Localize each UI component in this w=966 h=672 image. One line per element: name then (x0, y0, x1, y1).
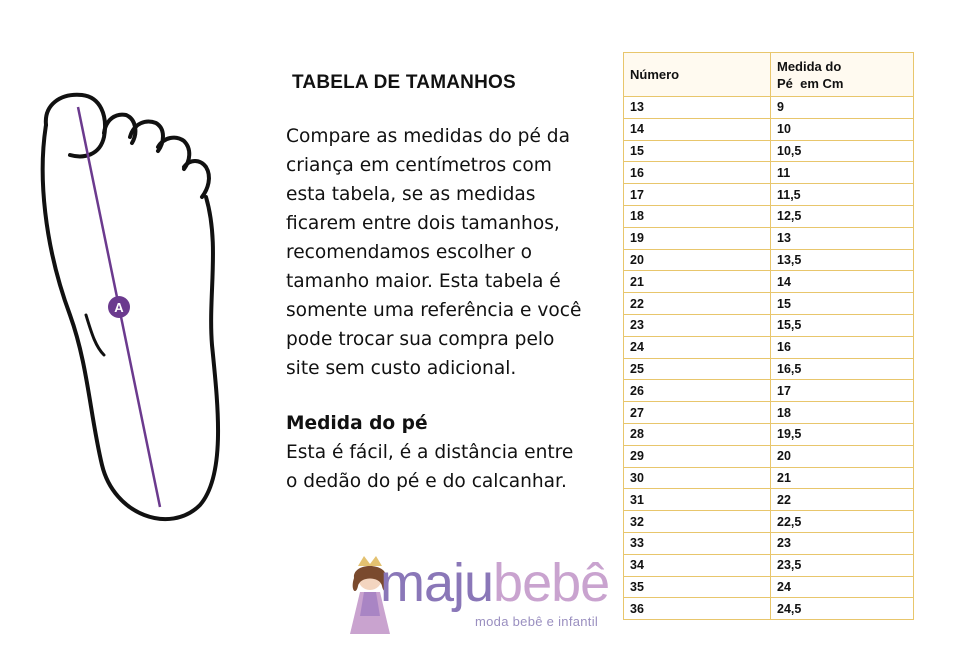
foot-length-cell: 13,5 (771, 249, 914, 271)
header-measure-line1: Medida do (777, 58, 842, 74)
foot-length-cell: 18 (771, 402, 914, 424)
brand-logo (340, 553, 620, 646)
size-number-cell: 14 (624, 118, 771, 140)
table-row (624, 423, 914, 445)
foot-length-cell: 22,5 (771, 511, 914, 533)
page-title: TABELA DE TAMANHOS (292, 72, 516, 93)
size-number-cell: 21 (624, 271, 771, 293)
header-measure (771, 53, 914, 97)
size-number-cell: 30 (624, 467, 771, 489)
info-text-column (286, 72, 586, 496)
table-row (624, 140, 914, 162)
size-number-cell: 29 (624, 445, 771, 467)
size-number-cell: 28 (624, 423, 771, 445)
foot-length-cell: 14 (771, 271, 914, 293)
size-number-cell: 19 (624, 227, 771, 249)
foot-length-cell: 24 (771, 576, 914, 598)
foot-length-cell: 11 (771, 162, 914, 184)
table-row (624, 249, 914, 271)
size-number-cell: 35 (624, 576, 771, 598)
table-row (624, 184, 914, 206)
table-row (624, 162, 914, 184)
size-table (623, 52, 914, 620)
foot-length-cell: 16 (771, 336, 914, 358)
foot-length-cell: 23 (771, 532, 914, 554)
size-number-cell: 26 (624, 380, 771, 402)
foot-length-cell: 21 (771, 467, 914, 489)
foot-length-cell: 20 (771, 445, 914, 467)
logo-part2: bebê (493, 553, 610, 613)
foot-length-cell: 10 (771, 118, 914, 140)
size-number-cell: 25 (624, 358, 771, 380)
table-row (624, 97, 914, 119)
size-number-cell: 34 (624, 554, 771, 576)
table-row (624, 118, 914, 140)
measurement-marker (108, 296, 130, 318)
header-number: Número (624, 53, 771, 97)
table-row (624, 380, 914, 402)
size-number-cell: 13 (624, 97, 771, 119)
size-number-cell: 22 (624, 293, 771, 315)
table-row (624, 402, 914, 424)
foot-length-cell: 19,5 (771, 423, 914, 445)
size-number-cell: 32 (624, 511, 771, 533)
table-row (624, 489, 914, 511)
foot-length-cell: 12,5 (771, 205, 914, 227)
table-row (624, 336, 914, 358)
table-row (624, 293, 914, 315)
measure-heading: Medida do pé (286, 413, 428, 434)
intro-paragraph: Compare as medidas do pé da criança em centímetros com esta tabela, se as medidas ficarem entre dois tamanhos, recomendamos escolher o tamanho maior. Esta tabela é somente uma referência e você pode trocar sua compra pelo site sem custo adicional. (286, 126, 582, 379)
table-header-row (624, 53, 914, 97)
logo-wordmark (380, 552, 609, 614)
table-row (624, 576, 914, 598)
size-number-cell: 15 (624, 140, 771, 162)
foot-length-cell: 16,5 (771, 358, 914, 380)
table-row (624, 227, 914, 249)
size-number-cell: 27 (624, 402, 771, 424)
foot-length-cell: 22 (771, 489, 914, 511)
size-number-cell: 18 (624, 205, 771, 227)
table-row (624, 358, 914, 380)
table-row (624, 467, 914, 489)
foot-length-cell: 17 (771, 380, 914, 402)
size-number-cell: 16 (624, 162, 771, 184)
size-number-cell: 24 (624, 336, 771, 358)
foot-length-cell: 10,5 (771, 140, 914, 162)
size-number-cell: 17 (624, 184, 771, 206)
foot-length-cell: 15 (771, 293, 914, 315)
table-row (624, 598, 914, 620)
size-number-cell: 20 (624, 249, 771, 271)
header-measure-line2: Pé em Cm (777, 75, 844, 91)
logo-part1: maju (380, 553, 494, 613)
table-row (624, 445, 914, 467)
foot-length-cell: 9 (771, 97, 914, 119)
logo-tagline: moda bebê e infantil (475, 614, 599, 629)
size-number-cell: 23 (624, 314, 771, 336)
size-number-cell: 31 (624, 489, 771, 511)
foot-length-cell: 23,5 (771, 554, 914, 576)
table-row (624, 532, 914, 554)
table-row (624, 511, 914, 533)
table-row (624, 554, 914, 576)
foot-length-cell: 15,5 (771, 314, 914, 336)
measure-paragraph: Esta é fácil, é a distância entre o dedão do pé e do calcanhar. (286, 442, 574, 492)
table-row (624, 271, 914, 293)
svg-text:A: A (114, 300, 124, 315)
size-number-cell: 36 (624, 598, 771, 620)
foot-length-cell: 13 (771, 227, 914, 249)
size-table-body (624, 97, 914, 620)
table-row (624, 205, 914, 227)
foot-length-cell: 24,5 (771, 598, 914, 620)
table-row (624, 314, 914, 336)
size-number-cell: 33 (624, 532, 771, 554)
foot-illustration (30, 85, 230, 535)
foot-length-cell: 11,5 (771, 184, 914, 206)
